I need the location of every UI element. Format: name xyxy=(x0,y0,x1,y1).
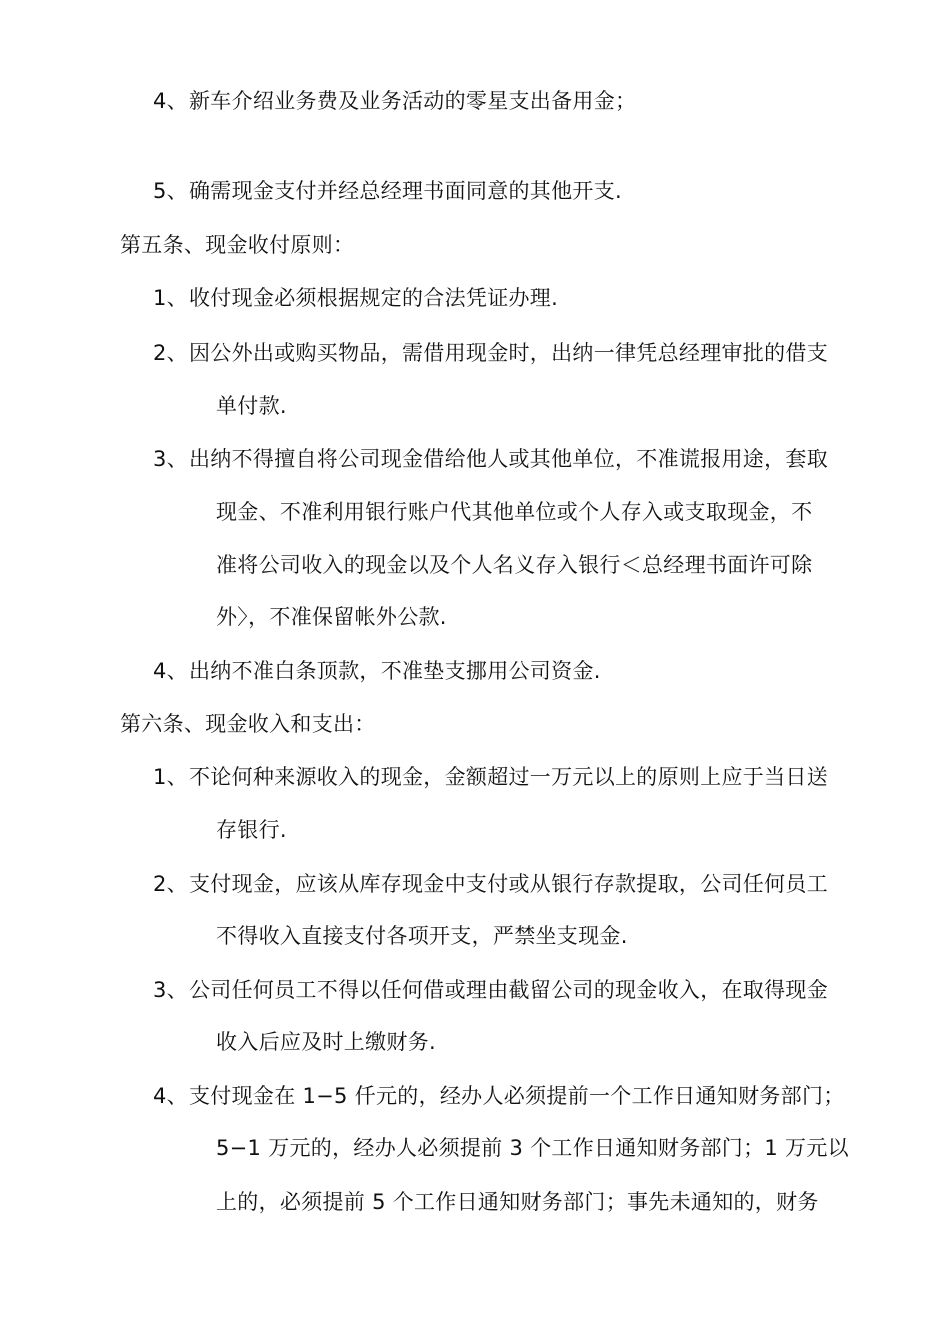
item-text-continuation: 不得收入直接支付各项开支，严禁坐支现金. xyxy=(216,924,628,948)
item-text: 支付现金在 1−5 仟元的，经办人必须提前一个工作日通知财务部门； xyxy=(189,1084,845,1108)
item-text-continuation: 准将公司收入的现金以及个人名义存入银行＜总经理书面许可除 xyxy=(216,553,813,577)
item-text: 出纳不得擅自将公司现金借给他人或其他单位，不准谎报用途，套取 xyxy=(189,447,828,471)
list-item xyxy=(153,176,622,206)
item-text-continuation: 外〉，不准保留帐外公款. xyxy=(216,605,447,629)
item-text: 出纳不准白条顶款，不准垫支挪用公司资金. xyxy=(189,659,601,683)
item-number: 1、 xyxy=(153,765,188,789)
item-number: 5、 xyxy=(153,179,188,203)
item-text-continuation: 5−1 万元的，经办人必须提前 3 个工作日通知财务部门；1 万元以 xyxy=(216,1136,849,1160)
list-item xyxy=(153,444,828,474)
item-text: 确需现金支付并经总经理书面同意的其他开支. xyxy=(189,179,622,203)
list-item xyxy=(153,975,828,1005)
list-item xyxy=(153,1081,845,1111)
item-number: 4、 xyxy=(153,89,188,113)
item-text-continuation: 存银行. xyxy=(216,818,287,842)
item-number: 2、 xyxy=(153,341,188,365)
item-number: 1、 xyxy=(153,286,188,310)
item-text: 因公外出或购买物品，需借用现金时，出纳一律凭总经理审批的借支 xyxy=(189,341,828,365)
item-text-continuation: 现金、不准利用银行账户代其他单位或个人存入或支取现金，不 xyxy=(216,500,813,524)
list-item xyxy=(153,283,558,313)
list-item xyxy=(153,762,828,792)
item-text-continuation: 上的，必须提前 5 个工作日通知财务部门；事先未通知的，财务 xyxy=(216,1190,819,1214)
item-text: 新车介绍业务费及业务活动的零星支出备用金； xyxy=(189,89,637,113)
item-number: 4、 xyxy=(153,659,188,683)
item-text: 收付现金必须根据规定的合法凭证办理. xyxy=(189,286,559,310)
section-heading: 第六条、现金收入和支出： xyxy=(120,712,376,736)
list-item xyxy=(153,869,828,899)
list-item xyxy=(153,338,828,368)
item-number: 4、 xyxy=(153,1084,188,1108)
item-number: 2、 xyxy=(153,872,188,896)
item-number: 3、 xyxy=(153,978,188,1002)
item-text: 公司任何员工不得以任何借或理由截留公司的现金收入，在取得现金 xyxy=(189,978,828,1002)
item-text: 支付现金，应该从库存现金中支付或从银行存款提取，公司任何员工 xyxy=(189,872,828,896)
item-text-continuation: 单付款. xyxy=(216,394,287,418)
item-text-continuation: 收入后应及时上缴财务. xyxy=(216,1030,436,1054)
item-number: 3、 xyxy=(153,447,188,471)
item-text: 不论何种来源收入的现金，金额超过一万元以上的原则上应于当日送 xyxy=(189,765,828,789)
list-item xyxy=(153,656,601,686)
list-item xyxy=(153,86,636,116)
section-heading: 第五条、现金收付原则： xyxy=(120,233,355,257)
